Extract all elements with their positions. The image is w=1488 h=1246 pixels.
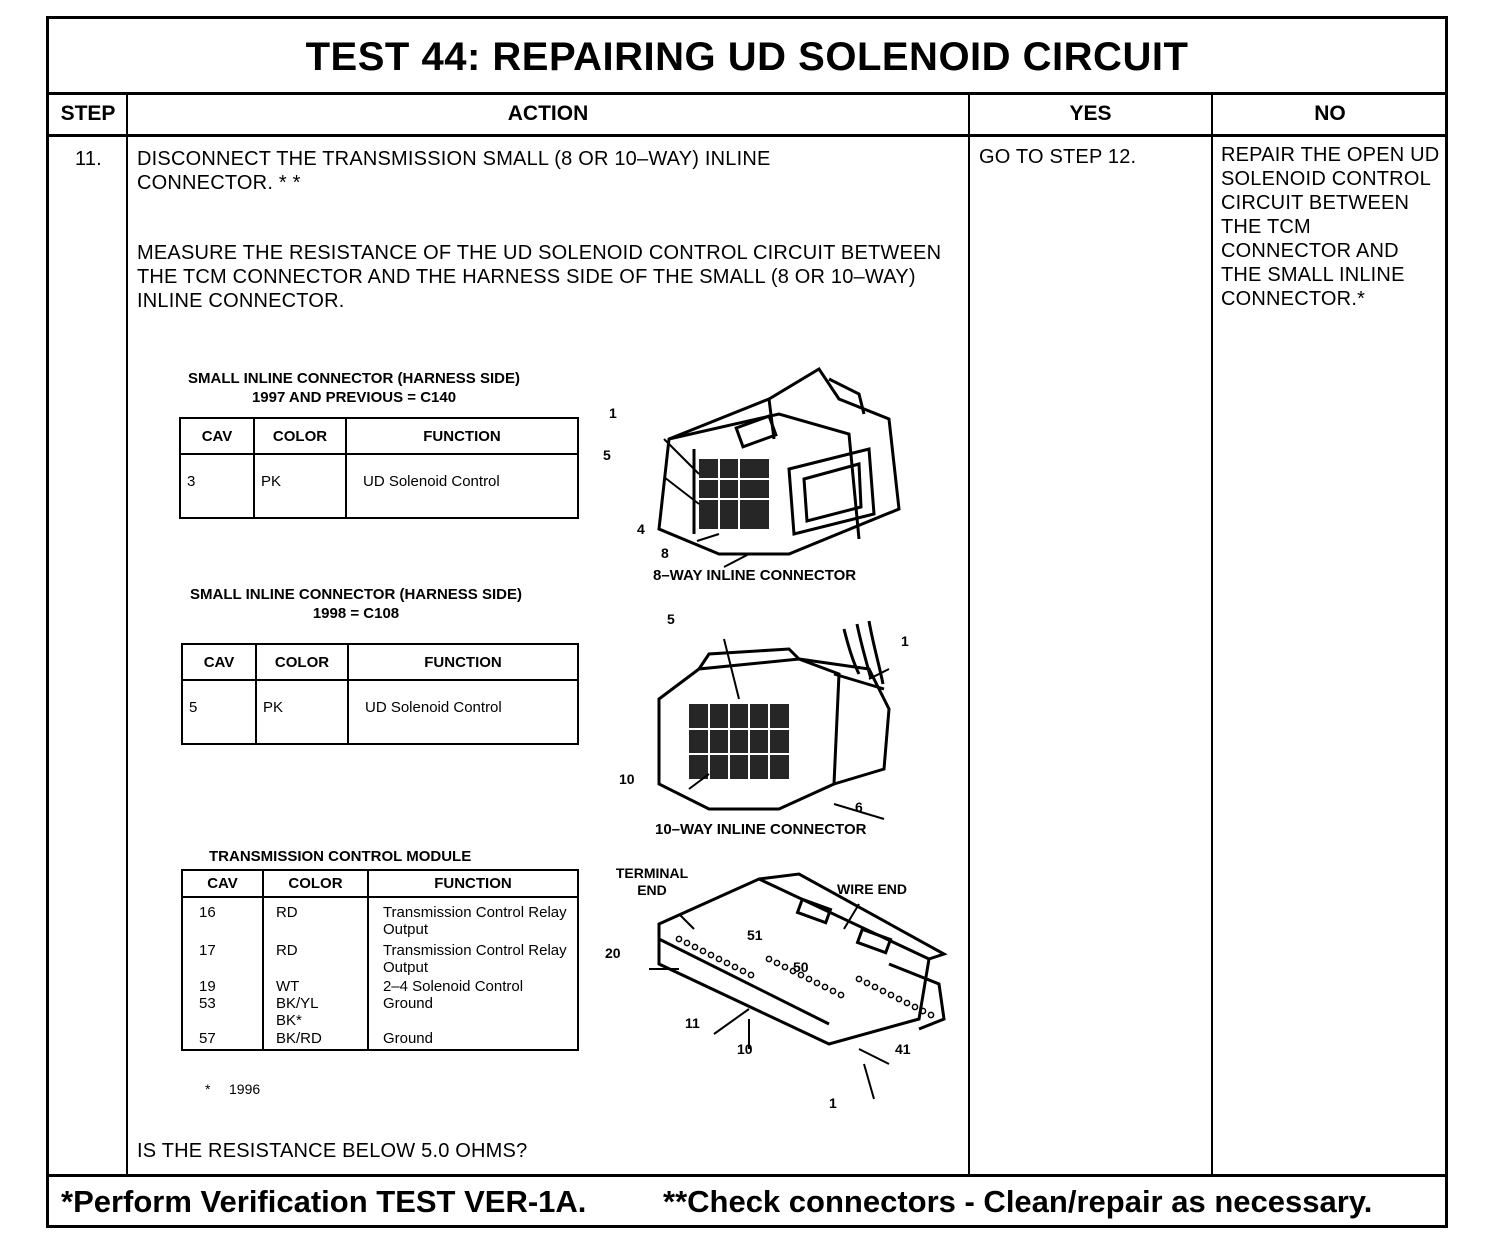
tcm-pin-hole: [724, 960, 729, 965]
tcm-pin-hole: [822, 984, 827, 989]
table-row: [180, 454, 578, 518]
tcm-pin-hole: [732, 964, 737, 969]
tcm-pin-hole: [692, 944, 697, 949]
tcm-pin-hole: [684, 940, 689, 945]
table2-col-function: FUNCTION: [348, 644, 578, 680]
tcm-pin-hole: [748, 972, 753, 977]
table-row: [182, 1030, 578, 1050]
tcm-pin-hole: [830, 988, 835, 993]
page-title: TEST 44: REPAIRING UD SOLENOID CIRCUIT: [49, 19, 1445, 95]
table2-caption-line2: 1998 = C108: [312, 605, 400, 622]
tcm-pin-hole: [904, 1000, 909, 1005]
table-row: [182, 940, 578, 978]
table2-cav: 5: [189, 699, 198, 716]
table1-caption: [159, 369, 549, 407]
test-frame: [46, 16, 1448, 1228]
action-instruction: DISCONNECT THE TRANSMISSION SMALL (8 OR 10–WAY) INLINE CONNECTOR. * *: [137, 148, 771, 194]
table3-cav: [182, 1012, 263, 1030]
8way-pin-4: 4: [637, 521, 645, 537]
table3-cav: 57: [199, 1030, 216, 1047]
table3-color: WT: [263, 978, 368, 995]
header-step: STEP: [49, 95, 127, 137]
table-row: [182, 680, 578, 744]
table2-color: PK: [256, 680, 348, 744]
tcm-pin-hole: [864, 980, 869, 985]
8way-pin-5: 5: [603, 447, 611, 463]
table3-footnote: 1996: [229, 1081, 261, 1097]
footer-note-connectors: **Check connectors - Clean/repair as necessary.: [663, 1184, 1373, 1219]
tcm-pin-hole: [708, 952, 713, 957]
table3-color: BK*: [263, 1012, 368, 1030]
table-row: [182, 978, 578, 995]
table3-color: BK/RD: [263, 1030, 368, 1050]
table2-col-cav: CAV: [182, 644, 256, 680]
tcm-pin-hole: [716, 956, 721, 961]
table3: [181, 869, 579, 1051]
column-divider: [1211, 95, 1213, 1174]
table3-function: Ground: [368, 1030, 578, 1050]
table3-cav: 16: [199, 904, 216, 921]
tcm-pin-hole: [806, 976, 811, 981]
table1-color: PK: [254, 454, 346, 518]
10way-caption: 10–WAY INLINE CONNECTOR: [655, 821, 867, 838]
table1-caption-line2: 1997 AND PREVIOUS = C140: [251, 389, 457, 406]
10-way-connector-diagram: [609, 609, 929, 819]
action-measure: MEASURE THE RESISTANCE OF THE UD SOLENOID CONTROL CIRCUIT BETWEEN THE TCM CONNECTOR AND THE HARNESS SIDE OF THE SMALL (8 OR 10–WAY) INLINE CONNECTOR.: [137, 242, 942, 312]
table-row: [182, 897, 578, 940]
table3-cav: 17: [199, 942, 216, 959]
tcm-pin-11: 11: [685, 1015, 700, 1031]
tcm-pin-hole: [740, 968, 745, 973]
10way-pin-5: 5: [667, 611, 675, 627]
tcm-pin-hole: [912, 1004, 917, 1009]
table1-col-function: FUNCTION: [346, 418, 578, 454]
table3-col-color: COLOR: [263, 870, 368, 897]
header-no: NO: [1212, 95, 1448, 137]
column-divider: [968, 95, 970, 1174]
tcm-pin-hole: [856, 976, 861, 981]
table3-col-cav: CAV: [182, 870, 263, 897]
table3-cav: 19: [199, 978, 216, 995]
table3-color: RD: [263, 897, 368, 940]
tcm-pin-hole: [766, 956, 771, 961]
table3-color: BK/YL: [263, 995, 368, 1012]
table1-col-color: COLOR: [254, 418, 346, 454]
10way-pin-1: 1: [901, 633, 909, 649]
tcm-pin-hole: [782, 964, 787, 969]
tcm-pin-20: 20: [605, 945, 621, 961]
table3-function: [368, 1012, 578, 1030]
header-yes: YES: [969, 95, 1212, 137]
tcm-pin-hole: [814, 980, 819, 985]
table1-function: UD Solenoid Control: [346, 454, 578, 518]
table2-caption: [161, 585, 551, 623]
10way-pin-10: 10: [619, 771, 635, 787]
table1: [179, 417, 579, 519]
tcm-pin-10: 10: [737, 1041, 753, 1057]
table1-caption-line1: SMALL INLINE CONNECTOR (HARNESS SIDE): [188, 370, 520, 387]
tcm-pin-hole: [838, 992, 843, 997]
yes-result: GO TO STEP 12.: [979, 146, 1137, 168]
tcm-pin-51: 51: [747, 927, 763, 943]
10way-pin-6: 6: [855, 799, 863, 815]
action-question: IS THE RESISTANCE BELOW 5.0 OHMS?: [137, 1140, 528, 1162]
8way-pin-8: 8: [661, 545, 669, 561]
no-result: REPAIR THE OPEN UD SOLENOID CONTROL CIRCUIT BETWEEN THE TCM CONNECTOR AND THE SMALL INLINE CONNECTOR.*: [1221, 144, 1440, 310]
tcm-pin-hole: [676, 936, 681, 941]
table2: [181, 643, 579, 745]
tcm-pin-hole: [928, 1012, 933, 1017]
tcm-terminal-end-label: TERMINAL END: [615, 865, 689, 898]
table3-color: RD: [263, 940, 368, 978]
step-number: 11.: [75, 148, 102, 170]
tcm-pin-50: 50: [793, 959, 809, 975]
footer-note-verification: *Perform Verification TEST VER-1A.: [61, 1184, 587, 1219]
tcm-pin-hole: [700, 948, 705, 953]
tcm-pin-hole: [896, 996, 901, 1001]
tcm-pin-hole: [872, 984, 877, 989]
table-row: [182, 995, 578, 1012]
table2-col-color: COLOR: [256, 644, 348, 680]
8way-pin-1: 1: [609, 405, 617, 421]
table3-function: 2–4 Solenoid Control: [368, 978, 578, 995]
table2-function: UD Solenoid Control: [348, 680, 578, 744]
tcm-pin-hole: [774, 960, 779, 965]
table3-function: Transmission Control Relay Output: [368, 940, 578, 978]
table-row: [182, 1012, 578, 1030]
table3-function: Ground: [368, 995, 578, 1012]
table3-function: Transmission Control Relay Output: [368, 897, 578, 940]
table3-cav: 53: [199, 995, 216, 1012]
tcm-pin-hole: [888, 992, 893, 997]
8way-caption: 8–WAY INLINE CONNECTOR: [653, 567, 857, 584]
table3-footnote-mark: *: [205, 1081, 211, 1097]
tcm-pin-41: 41: [895, 1041, 911, 1057]
tcm-pin-1: 1: [829, 1095, 837, 1111]
footer-notes: [49, 1174, 1445, 1228]
table1-cav: 3: [187, 473, 196, 490]
tcm-wire-end-label: WIRE END: [837, 881, 907, 897]
table2-caption-line1: SMALL INLINE CONNECTOR (HARNESS SIDE): [190, 586, 522, 603]
table3-col-function: FUNCTION: [368, 870, 578, 897]
table1-col-cav: CAV: [180, 418, 254, 454]
header-action: ACTION: [127, 95, 969, 137]
table3-caption: TRANSMISSION CONTROL MODULE: [209, 848, 472, 865]
column-divider: [126, 95, 128, 1174]
tcm-pin-hole: [880, 988, 885, 993]
